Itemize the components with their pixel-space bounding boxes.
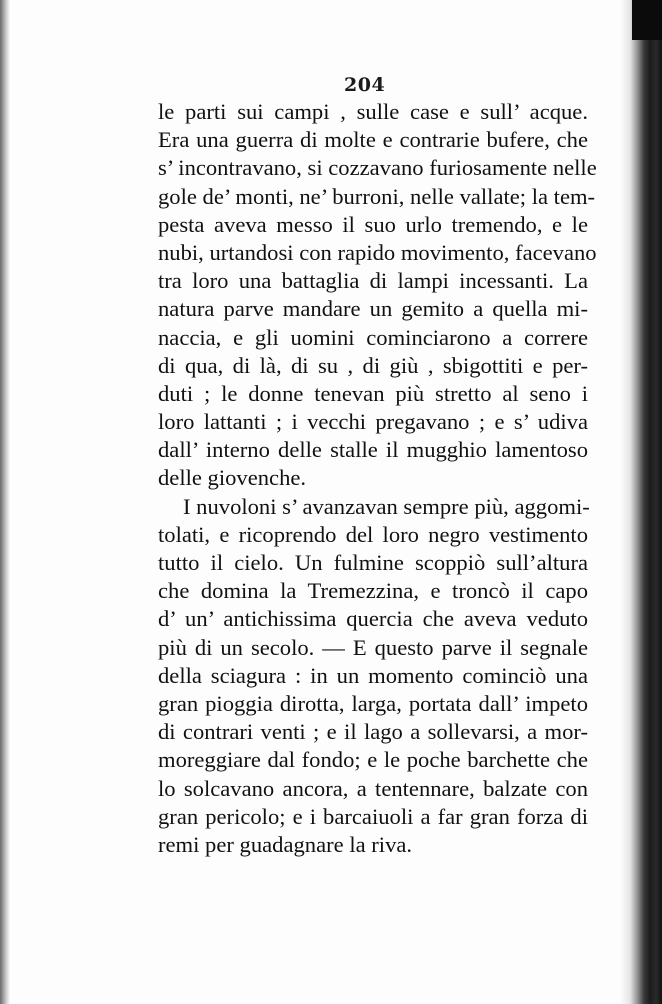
text-line: naccia, e gli uomini cominciarono a correre	[158, 324, 588, 350]
paragraph-2	[158, 493, 588, 859]
text-line: remi per guadagnare la riva.	[158, 831, 413, 857]
text-line: che domina la Tremezzina, e troncò il capo	[158, 578, 588, 604]
text-line: delle giovenche.	[158, 465, 307, 491]
text-line: loro lattanti ; i vecchi pregavano ; e s’ udiva	[158, 409, 588, 435]
text-line: I nuvoloni s’ avanzavan sempre più, aggomi-	[183, 493, 590, 519]
scan-edge-right	[620, 0, 662, 1004]
text-line: di qua, di là, di su , di giù , sbigottiti e per-	[158, 352, 588, 378]
body-text	[158, 98, 597, 859]
text-line: più di un secolo. — E questo parve il segnale	[158, 634, 588, 660]
text-line: lo solcavano ancora, a tentennare, balzate con	[158, 775, 588, 801]
text-line: d’ un’ antichissima quercia che aveva veduto	[158, 606, 588, 632]
text-line: tra loro una battaglia di lampi incessanti. La	[158, 268, 588, 294]
text-line: le parti sui campi , sulle case e sull’ acque.	[158, 99, 588, 124]
text-line: moreggiare dal fondo; e le poche barchette che	[158, 747, 588, 773]
text-line: nubi, urtandosi con rapido movimento, facevano	[158, 239, 597, 265]
scan-corner-shadow	[632, 0, 662, 40]
text-line: Era una guerra di molte e contrarie bufere, che	[158, 127, 588, 153]
text-line: natura parve mandare un gemito a quella mi-	[158, 296, 588, 322]
text-line: gran pioggia dirotta, larga, portata dall’ impeto	[158, 690, 588, 716]
text-line: s’ incontravano, si cozzavano furiosamente nelle	[158, 155, 597, 181]
text-line: gran pericolo; e i barcaiuoli a far gran forza di	[158, 803, 588, 829]
paragraph-1	[158, 98, 597, 493]
text-line: gole de’ monti, ne’ burroni, nelle vallate; la tem-	[158, 183, 596, 209]
page-number: 204	[344, 74, 386, 96]
text-line: della sciagura : in un momento cominciò una	[158, 662, 588, 688]
text-line: tutto il cielo. Un fulmine scoppiò sull’altura	[158, 550, 588, 575]
text-line: tolati, e ricoprendo del loro negro vestimento	[158, 521, 588, 547]
text-line: pesta aveva messo il suo urlo tremendo, e le	[158, 211, 588, 237]
scan-edge-left	[0, 0, 10, 1004]
text-line: di contrari venti ; e il lago a sollevarsi, a mor-	[158, 719, 588, 745]
text-line: duti ; le donne tenevan più stretto al seno i	[158, 380, 588, 406]
text-line: dall’ interno delle stalle il mugghio lamentoso	[158, 437, 588, 463]
